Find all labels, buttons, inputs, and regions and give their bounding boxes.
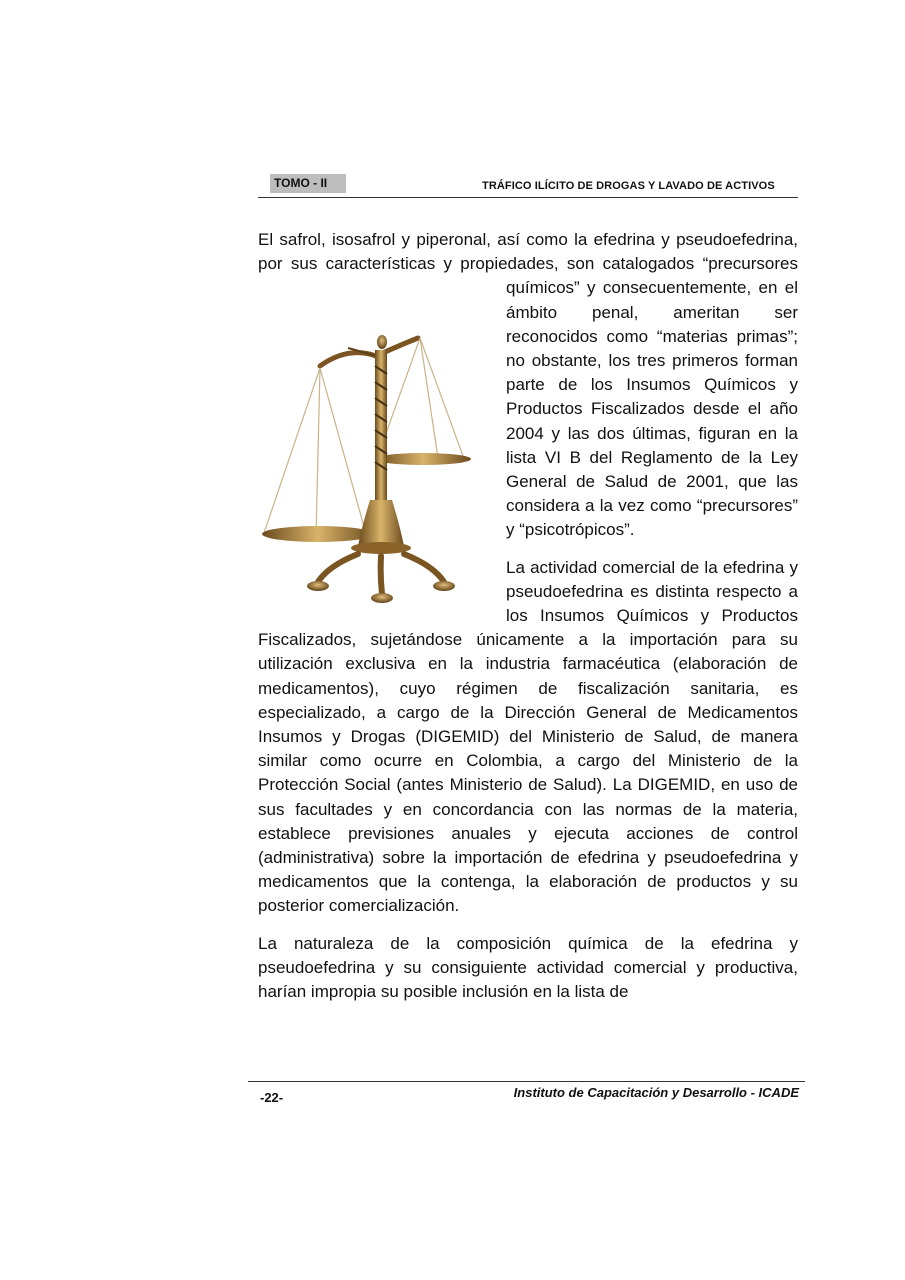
scales-of-justice-icon <box>258 276 498 610</box>
tome-label: TOMO - II <box>270 174 346 193</box>
paragraph-3: La naturaleza de la composición química de la efedrina y pseudoefedrina y su consiguiente actividad comercial y productiva, harían impropia su posible inclusión en la lista de <box>258 933 798 1002</box>
header-rule <box>258 197 798 198</box>
footer-institute: Instituto de Capacitación y Desarrollo - ICADE <box>513 1085 799 1100</box>
footer-rule <box>248 1081 805 1082</box>
body-text <box>258 228 798 1017</box>
paragraph-2: La actividad comercial de la efedrina y pseudoefedrina es distinta respecto a los Insumos Químicos y Productos Fiscalizados, sujetándose únicamente a la importación para su utilización exclusiva en la industria farmacéutica (elaboración de medicamentos), cuyo régimen de fiscalización sanitaria, es especializado, a cargo de la Dirección General de Medicamentos Insumos y Drogas (DIGEMID) del Ministerio de Salud, de manera similar como ocurre en Colombia, a cargo del Ministerio de la Protección Social (antes Ministerio de Salud). La DIGEMID, en uso de sus facultades y en concordancia con las normas de la materia, establece previsiones anuales y ejecuta acciones de control (administrativa) sobre la importación de efedrina y pseudoefedrina y medicamentos que la contenga, la elaboración de productos y su posterior comercialización. <box>258 557 798 916</box>
page-number: -22- <box>260 1090 284 1105</box>
running-header-title: TRÁFICO ILÍCITO DE DROGAS Y LAVADO DE ACTIVOS <box>482 180 775 192</box>
scales-of-justice-image <box>258 276 498 610</box>
paragraph-1 <box>258 228 798 543</box>
paragraph-1-rest: catalogados “precursores químicos” y consecuentemente, en el ámbito penal, ameritan ser reconocidos como “materias primas”; no obstante, los tres primeros forman parte de los Insumos Químicos y Productos Fiscalizados desde el año 2004 y las dos últimas, figuran en la lista VI B del Reglamento de la Ley General de Salud de 2001, que las considera a la vez como “precursores” y “psicotrópicos”. <box>506 254 798 540</box>
paragraph-1-lead: El safrol, isosafrol y piperonal, así como la efedrina y pseudoefedrina, por sus características y propiedades, son <box>258 230 798 274</box>
